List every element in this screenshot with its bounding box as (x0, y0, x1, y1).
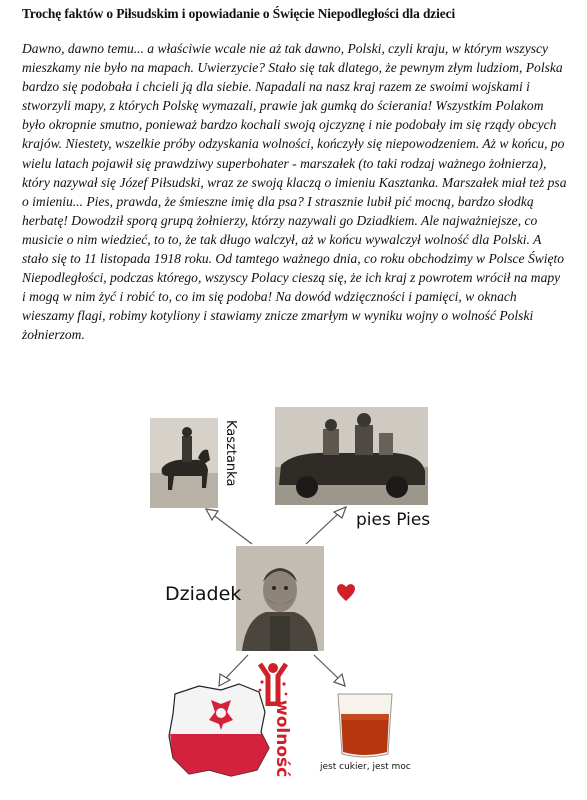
label-tea: jest cukier, jest moc (320, 762, 411, 772)
label-dog: pies Pies (356, 510, 431, 530)
label-freedom: wolność (272, 700, 292, 778)
label-grandpa: Dziadek (165, 583, 242, 605)
article-title: Trochę faktów o Piłsudskim i opowiadanie o Święcie Niepodległości dla dzieci (22, 6, 456, 21)
label-horse: Kasztanka (223, 420, 238, 487)
story-text: Dawno, dawno temu... a właściwie wcale nie aż tak dawno, Polski, czyli kraju, w którym wszyscy mieszkamy nie było na mapach. Uwierzycie? Stało się tak dlatego, że pewnym złym ludziom, Polska bardzo się podobała i chcieli ją dla siebie. Napadali na nasz kraj razem ze swoimi wojskami i stworzyli mapy, z których Polskę wymazali, prawie jak gumką do ścierania! Wszystkim Polakom było okropnie smutno, ponieważ bardzo kochali swoją ojczyznę i nie podobały im się rządy obcych krajów. Niestety, wszelkie próby odzyskania wolności, kończyły się niepowodzeniem. Aż w końcu, po wielu latach pojawił się prawdziwy superbohater - marszałek (to taki rodzaj ważnego żołnierza), który nazywał się Józef Piłsudski, wraz ze swoją klaczą o imieniu Kasztanka. Marszałek miał też psa o imieniu... Pies, prawda, że śmieszne imię dla psa? I strasznie lubił pić mocną, bardzo słodką herbatę! Dowodził sporą grupą żołnierzy, którzy nazywali go Dziadkiem. Ale najważniejsze, co musicie o nim wiedzieć, to to, że tak długo walczył, aż w końcu wywalczył wolność dla Polski. A stało się to 11 listopada 1918 roku. Od tamtego ważnego dnia, co roku obchodzimy w Polsce Święto Niepodległości, podczas którego, wszyscy Polacy cieszą się, że ich kraj z powrotem wrócił na mapy i mogą w nim żyć i robić to, co im się podoba! Na dowód wdzięczności i pamięci, w oknach wieszamy flagi, robimy kotyliony i stawiamy znicze zmarłym w wyniku wojny o wolność Polski żołnierzom. (22, 41, 567, 343)
diagram-arrows (0, 380, 587, 800)
pilsudski-diagram (0, 380, 587, 800)
tea-glass (332, 688, 398, 760)
